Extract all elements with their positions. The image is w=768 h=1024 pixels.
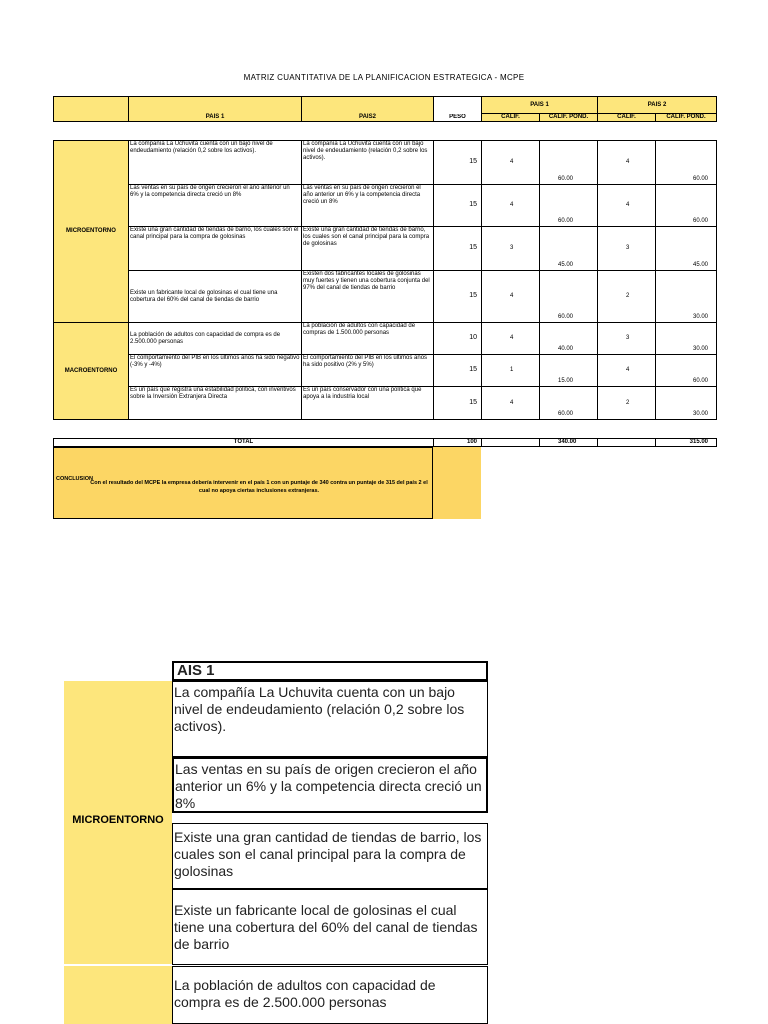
header-calif-pond-2: CALIF. POND. (656, 114, 717, 122)
row-pais2-text: Las ventas en su país de origen crecieron el año anterior un 6% y la competencia directa creció un 8% (302, 185, 434, 227)
zoom-section-fill-2 (64, 966, 172, 1024)
row-calif-2: 3 (598, 227, 656, 271)
row-pais1-text: La compañía La Uchuvita cuenta con un bajo nivel de endeudamiento (relación 0,2 sobre los activos). (129, 141, 302, 185)
zoom-item: La población de adultos con capacidad de compra es de 2.500.000 personas (172, 966, 488, 1024)
table-row (54, 323, 717, 355)
zoom-item: Existe un fabricante local de golosinas el cual tiene una cobertura del 60% del canal de tiendas de barrio (172, 889, 488, 965)
row-calif-2: 4 (598, 355, 656, 387)
header-pais1-group: PAIS 1 (482, 97, 598, 114)
total-peso: 100 (434, 439, 482, 447)
section-macroentorno: MACROENTORNO (54, 323, 129, 420)
header-pais2-text: PAIS2 (302, 97, 434, 122)
row-pais2-text: La población de adultos con capacidad de compras de 1.500.000 personas (302, 323, 434, 355)
zoom-item: Existe una gran cantidad de tiendas de barrio, los cuales son el canal principal para la compra de golosinas (172, 823, 488, 889)
row-calif-pond-2: 30.00 (656, 271, 717, 323)
row-calif-1: 4 (482, 387, 540, 420)
row-calif-1: 4 (482, 271, 540, 323)
row-calif-pond-2: 60.00 (656, 185, 717, 227)
table-row (54, 185, 717, 227)
row-pais2-text: La compañía La Uchuvita cuenta con un bajo nivel de endeudamiento (relación 0,2 sobre los activos). (302, 141, 434, 185)
conclusion-text: Con el resultado del MCPE la empresa debería intervenir en el país 1 con un puntaje de 340 contra un puntaje de 315 del país 2 el cual no apoya ciertas inclusiones extranjeras. (90, 480, 428, 495)
table-row (54, 355, 717, 387)
row-calif-2: 3 (598, 323, 656, 355)
row-calif-pond-1: 60.00 (540, 271, 598, 323)
row-pais2-text: Existen dos fabricantes locales de golosinas muy fuertes y tienen una cobertura conjunta del 97% del canal de tiendas de barrio (302, 271, 434, 323)
table-row (54, 141, 717, 185)
table-row (54, 387, 717, 420)
row-pais1-text: El comportamiento del PIB en los últimos años ha sido negativo (-3% y -4%) (129, 355, 302, 387)
row-pais2-text: El comportamiento del PIB en los últimos años ha sido positivo (2% y 5%) (302, 355, 434, 387)
row-peso: 15 (434, 271, 482, 323)
row-calif-pond-2: 60.00 (656, 355, 717, 387)
header-calif-2: CALIF. (598, 114, 656, 122)
row-calif-1: 3 (482, 227, 540, 271)
conclusion-box (53, 447, 433, 519)
conclusion-side-fill (433, 447, 481, 519)
header-peso: PESO (434, 114, 482, 122)
row-peso: 15 (434, 141, 482, 185)
row-calif-1: 1 (482, 355, 540, 387)
conclusion-label: CONCLUSION (56, 476, 93, 482)
row-calif-pond-2: 60.00 (656, 141, 717, 185)
header-peso-top (434, 97, 482, 114)
row-calif-2: 4 (598, 185, 656, 227)
row-pais1-text: La población de adultos con capacidad de compra es de 2.500.000 personas (129, 323, 302, 355)
total-calif-1 (482, 439, 540, 447)
total-row (54, 439, 717, 447)
row-calif-2: 4 (598, 141, 656, 185)
row-peso: 10 (434, 323, 482, 355)
page-title: MATRIZ CUANTITATIVA DE LA PLANIFICACION ESTRATEGICA - MCPE (243, 73, 525, 82)
header-pais1-text: PAIS 1 (129, 97, 302, 122)
row-calif-pond-1: 45.00 (540, 227, 598, 271)
total-pond-1: 340.00 (540, 439, 598, 447)
row-peso: 15 (434, 227, 482, 271)
row-peso: 15 (434, 185, 482, 227)
table-row (54, 271, 717, 323)
row-pais1-text: Existe un fabricante local de golosinas el cual tiene una cobertura del 60% del canal de tiendas de barrio (129, 271, 302, 323)
total-pond-2: 315.00 (656, 439, 717, 447)
row-calif-1: 4 (482, 185, 540, 227)
row-calif-2: 2 (598, 387, 656, 420)
row-calif-1: 4 (482, 141, 540, 185)
row-calif-pond-1: 15.00 (540, 355, 598, 387)
zoom-item: Las ventas en su país de origen crecieron el año anterior un 6% y la competencia directa creció un 8% (172, 757, 488, 813)
header-calif-1: CALIF. (482, 114, 540, 122)
total-label: TOTAL (54, 439, 434, 447)
header-row-1 (54, 97, 717, 114)
row-calif-pond-1: 60.00 (540, 185, 598, 227)
mcpe-matrix (53, 96, 717, 447)
row-peso: 15 (434, 387, 482, 420)
row-calif-pond-2: 30.00 (656, 387, 717, 420)
row-calif-pond-1: 40.00 (540, 323, 598, 355)
total-calif-2 (598, 439, 656, 447)
table-row (54, 227, 717, 271)
row-pais1-text: Existe una gran cantidad de tiendas de barrio, los cuales son el canal principal para la compra de golosinas (129, 227, 302, 271)
row-pais2-text: Existe una gran cantidad de tiendas de barrio, los cuales son el canal principal para la compra de golosinas (302, 227, 434, 271)
zoom-section-label: MICROENTORNO (72, 814, 164, 826)
zoom-header: AIS 1 (172, 661, 488, 681)
row-peso: 15 (434, 355, 482, 387)
zoom-item: La compañía La Uchuvita cuenta con un bajo nivel de endeudamiento (relación 0,2 sobre los activos). (172, 681, 488, 757)
section-microentorno: MICROENTORNO (54, 141, 129, 323)
row-calif-pond-1: 60.00 (540, 141, 598, 185)
row-pais1-text: Las ventas en su país de origen crecieron el año anterior un 6% y la competencia directa creció un 8% (129, 185, 302, 227)
row-calif-pond-1: 60.00 (540, 387, 598, 420)
row-calif-pond-2: 30.00 (656, 323, 717, 355)
header-pais2-group: PAIS 2 (598, 97, 717, 114)
row-calif-2: 2 (598, 271, 656, 323)
row-pais2-text: Es un país conservador con una política que apoya a la industria local (302, 387, 434, 420)
corner-cell (54, 97, 129, 122)
row-pais1-text: Es un país que registra una estabilidad política, con inventivos sobre la Inversión Extranjera Directa (129, 387, 302, 420)
row-calif-1: 4 (482, 323, 540, 355)
row-calif-pond-2: 45.00 (656, 227, 717, 271)
header-calif-pond-1: CALIF. POND. (540, 114, 598, 122)
